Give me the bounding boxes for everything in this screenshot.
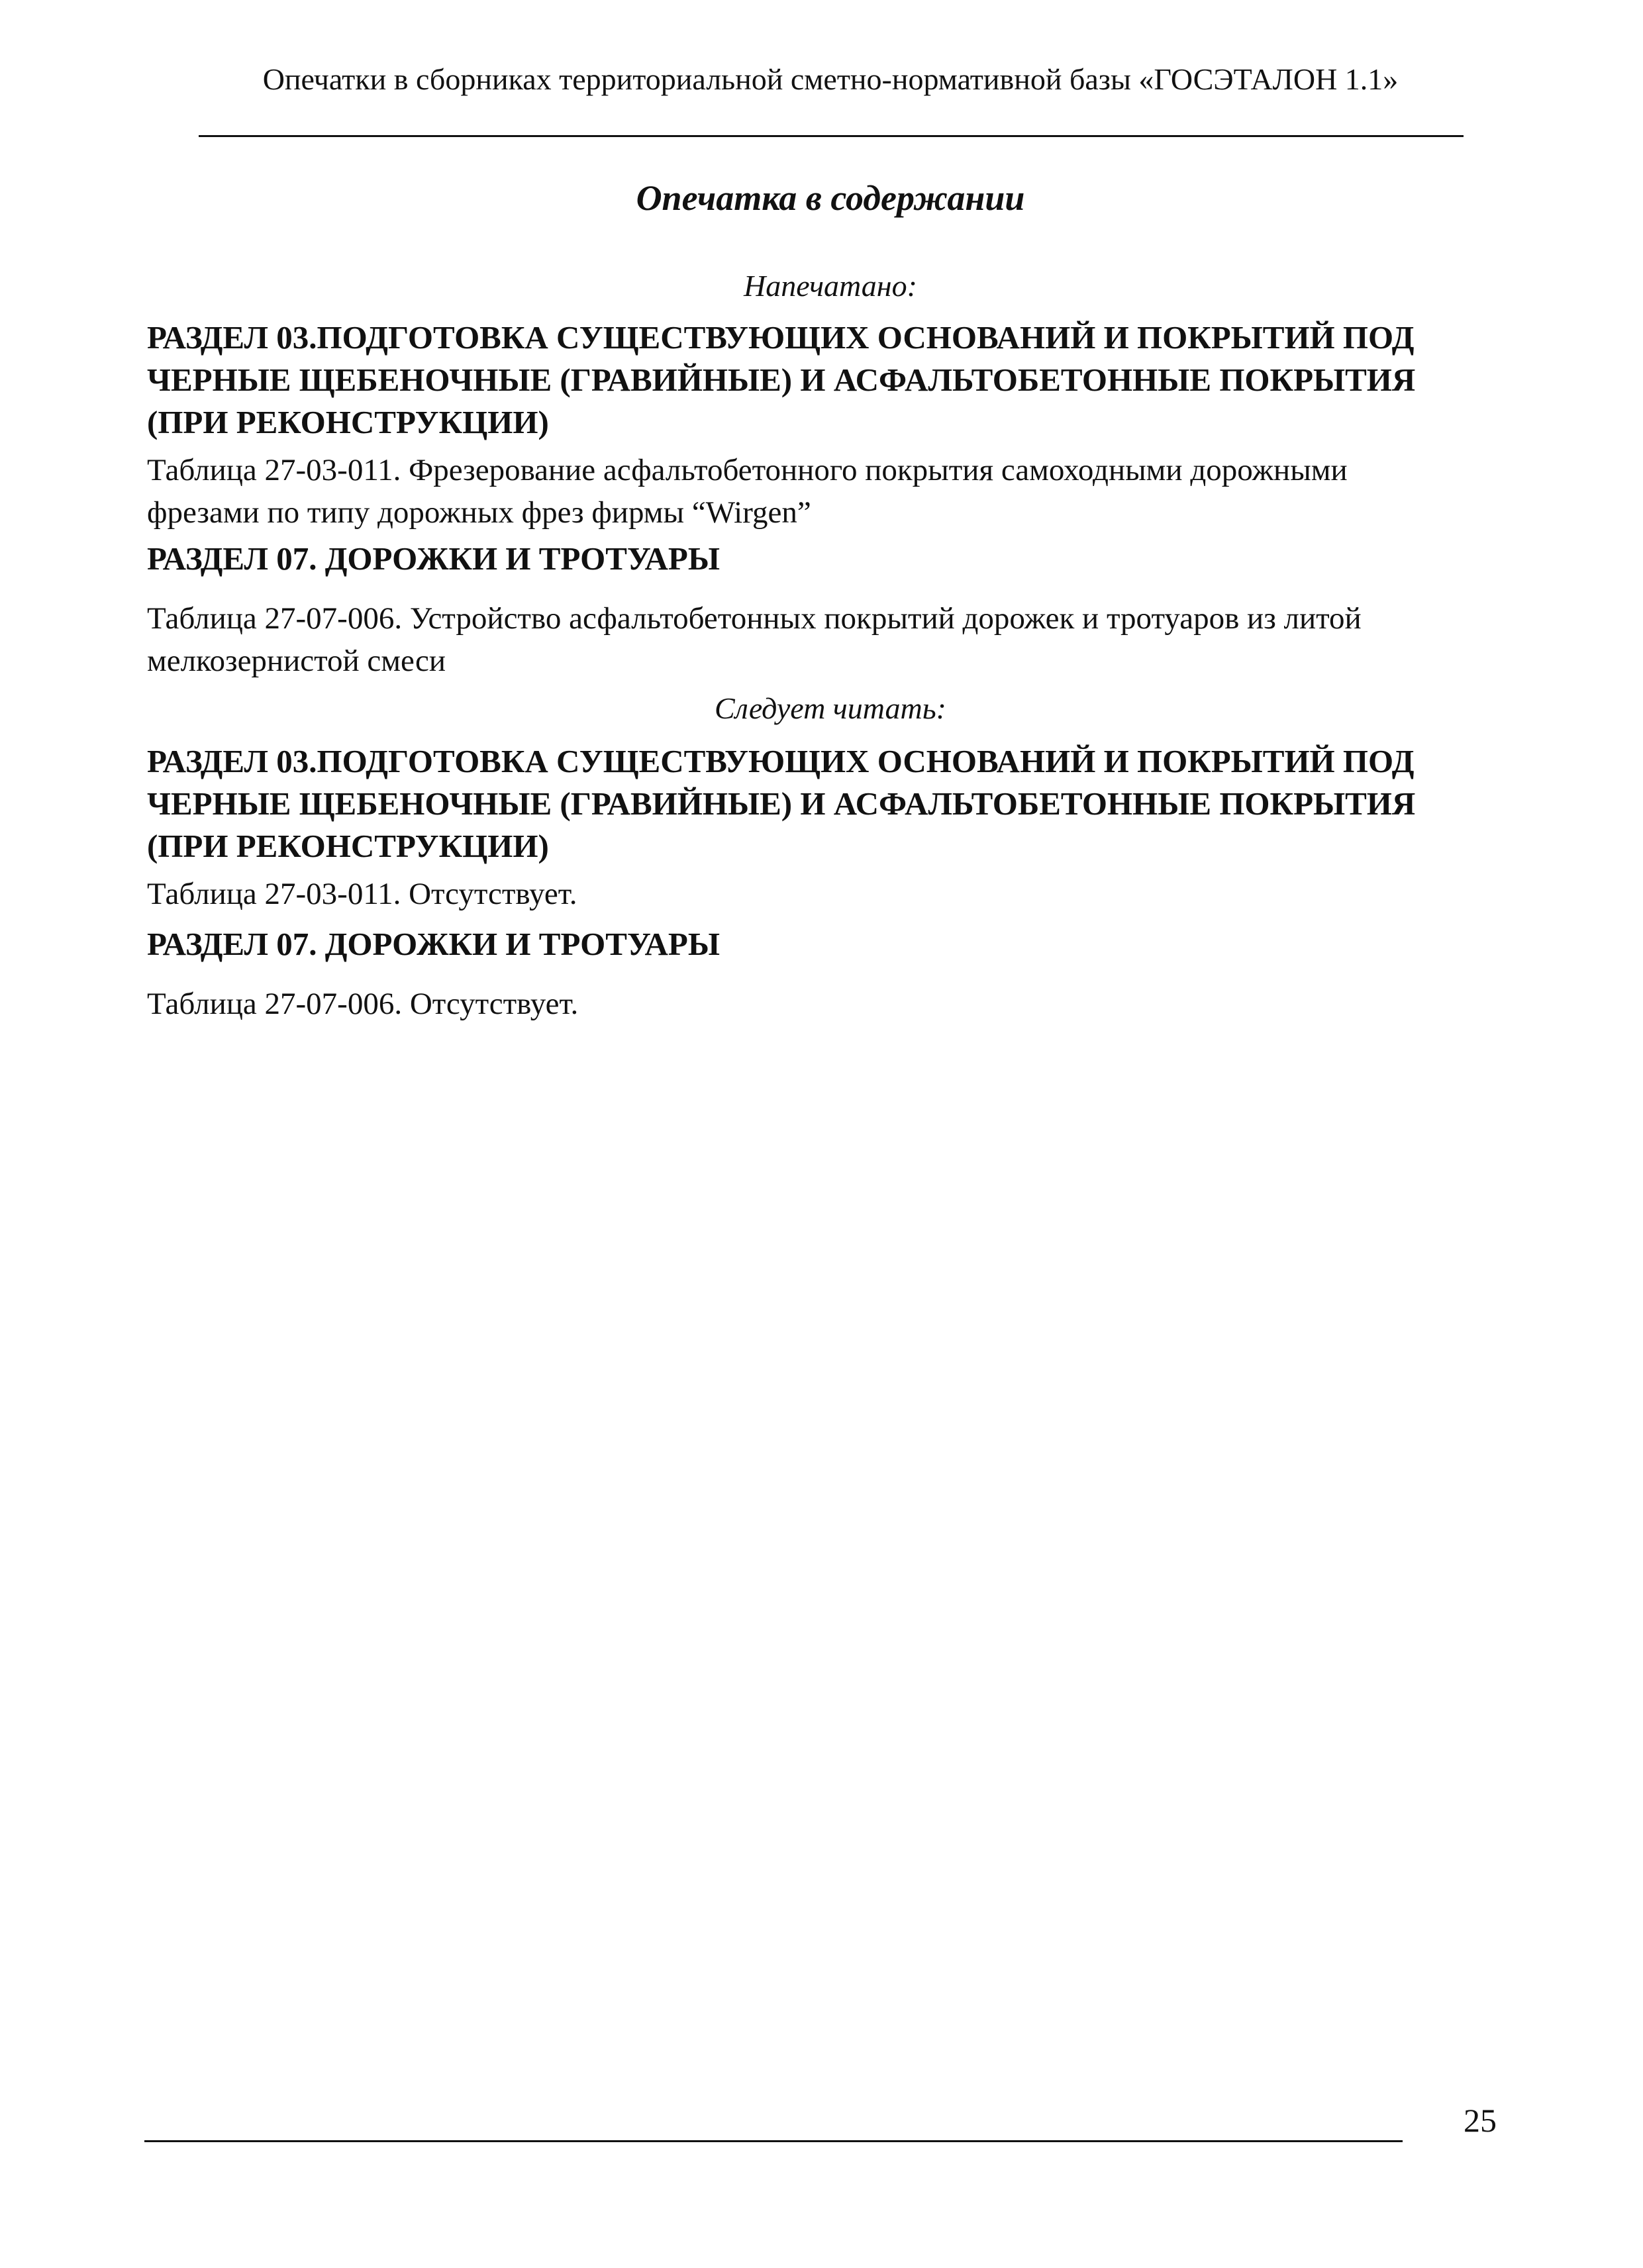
printed-table-27-07-006-line-1: Таблица 27-07-006. Устройство асфальтобетонных покрытий дорожек и тротуаров из литой — [147, 601, 1362, 636]
corrected-table-27-03-011 — [147, 873, 1485, 915]
printed-section-03-line-2: ЧЕРНЫЕ ЩЕБЕНОЧНЫЕ (ГРАВИЙНЫЕ) И АСФАЛЬТОБЕТОННЫЕ ПОКРЫТИЯ — [147, 362, 1416, 398]
printed-table-27-07-006 — [147, 597, 1485, 682]
page-number: 25 — [1464, 2102, 1497, 2139]
printed-table-27-03-011 — [147, 449, 1485, 534]
printed-section-03-heading — [147, 317, 1471, 444]
printed-section-03-line-3: (ПРИ РЕКОНСТРУКЦИИ) — [147, 404, 549, 440]
printed-section-03-line-1: РАЗДЕЛ 03.ПОДГОТОВКА СУЩЕСТВУЮЩИХ ОСНОВАНИЙ И ПОКРЫТИЙ ПОД — [147, 319, 1415, 356]
corrected-section-07-heading — [147, 923, 1471, 965]
corrected-section-03-line-1: РАЗДЕЛ 03.ПОДГОТОВКА СУЩЕСТВУЮЩИХ ОСНОВАНИЙ И ПОКРЫТИЙ ПОД — [147, 743, 1415, 779]
footer-rule — [144, 2140, 1403, 2142]
header-rule — [199, 135, 1464, 137]
corrected-section-03-line-2: ЧЕРНЫЕ ЩЕБЕНОЧНЫЕ (ГРАВИЙНЫЕ) И АСФАЛЬТОБЕТОННЫЕ ПОКРЫТИЯ — [147, 785, 1416, 822]
printed-table-27-03-011-line-1: Таблица 27-03-011. Фрезерование асфальтобетонного покрытия самоходными дорожными — [147, 453, 1348, 487]
printed-label: Напечатано: — [744, 269, 917, 303]
corrected-section-07-line: РАЗДЕЛ 07. ДОРОЖКИ И ТРОТУАРЫ — [147, 926, 720, 962]
corrected-section-03-line-3: (ПРИ РЕКОНСТРУКЦИИ) — [147, 828, 549, 864]
corrected-table-27-03-011-line: Таблица 27-03-011. Отсутствует. — [147, 877, 577, 911]
corrected-label: Следует читать: — [715, 691, 946, 725]
corrected-table-27-07-006-line: Таблица 27-07-006. Отсутствует. — [147, 987, 579, 1021]
corrected-section-03-heading — [147, 740, 1471, 867]
erratum-title: Опечатка в содержании — [636, 178, 1025, 218]
printed-section-07-heading — [147, 538, 1471, 580]
corrected-table-27-07-006 — [147, 983, 1485, 1025]
printed-table-27-03-011-line-2: фрезами по типу дорожных фрез фирмы “Wirgen” — [147, 495, 811, 530]
printed-section-07-line: РАЗДЕЛ 07. ДОРОЖКИ И ТРОТУАРЫ — [147, 540, 720, 577]
running-header: Опечатки в сборниках территориальной сметно-нормативной базы «ГОСЭТАЛОН 1.1» — [262, 62, 1399, 96]
printed-table-27-07-006-line-2: мелкозернистой смеси — [147, 644, 446, 678]
